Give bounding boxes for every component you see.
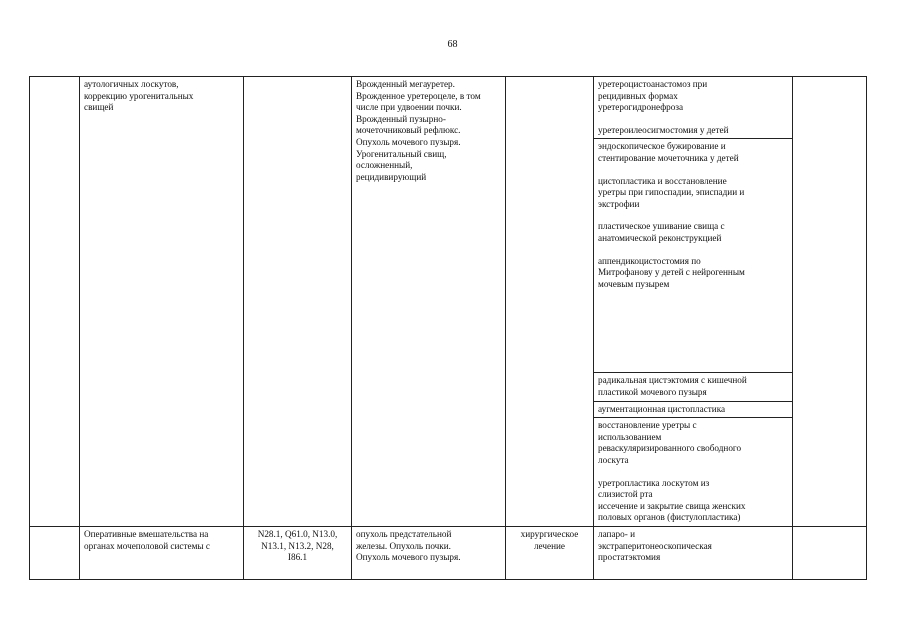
diagnosis-model-cell	[352, 77, 506, 527]
method-line: радикальная цистэктомия с кишечной	[598, 375, 747, 386]
method-line: экстраперитонеоскопическая	[598, 540, 712, 551]
cell-line: Врожденный пузырно-	[356, 113, 446, 124]
procedure-table	[29, 76, 867, 580]
method-line: рецидивных формах	[598, 90, 678, 101]
method-line: реваскуляризированного свободного	[598, 443, 742, 454]
method-block	[594, 402, 792, 419]
cell-line: Урогенитальный свищ,	[356, 148, 447, 159]
method-line: уретерогидронефроза	[598, 102, 684, 113]
method-line: пластическое ушивание свища с	[598, 221, 725, 232]
method-line: анатомической реконструкцией	[598, 232, 722, 243]
treatment-type-cell	[506, 77, 594, 527]
table-row	[30, 77, 867, 527]
method-paragraph	[598, 529, 788, 564]
cost-cell	[793, 527, 867, 580]
cell-line: Опухоль мочевого пузыря.	[356, 136, 461, 147]
method-paragraph	[598, 141, 788, 164]
method-line: лапаро- и	[598, 529, 635, 539]
cell-line: коррекцию урогенитальных	[84, 90, 194, 101]
treatment-type-cell	[506, 527, 594, 580]
method-paragraph	[598, 404, 788, 416]
method-paragraph	[598, 125, 788, 137]
method-paragraph	[598, 221, 788, 244]
cell-line: железы. Опухоль почки.	[356, 540, 451, 551]
cell-line: I86.1	[287, 552, 308, 563]
method-line: цистопластика и восстановление	[598, 175, 727, 186]
cell-line: органах мочеполовой системы с	[84, 540, 210, 551]
cell-line: Опухоль мочевого пузыря.	[356, 552, 461, 563]
cell-line: мочеточниковый рефлюкс.	[356, 125, 461, 136]
treatment-method-cell	[594, 77, 793, 527]
cell-line: опухоль предстательной	[356, 529, 452, 539]
cell-line: числе при удвоении почки.	[356, 102, 462, 113]
method-paragraph	[598, 256, 788, 291]
cell-line: осложненный,	[356, 160, 413, 171]
method-line: лоскута	[598, 455, 629, 466]
treatment-method-cell	[594, 527, 793, 580]
method-paragraph	[598, 375, 788, 398]
cell-line: Врожденное уретероцеле, в том	[356, 90, 481, 101]
method-line: мочевым пузырем	[598, 278, 670, 289]
method-block	[594, 373, 792, 401]
method-line: аппендикоцистостомия по	[598, 255, 701, 266]
method-line: иссечение и закрытие свища женских	[598, 500, 746, 511]
method-line: половых органов (фистулопластика)	[598, 512, 741, 523]
method-line: уретропластика лоскутом из	[598, 477, 710, 488]
method-stack	[594, 77, 792, 526]
diagnosis-codes-cell	[244, 77, 352, 527]
method-line: стентирование мочеточника у детей	[598, 152, 739, 163]
method-line: уретры при гипоспадии, эписпадии и	[598, 187, 745, 198]
method-stack	[594, 527, 792, 579]
cell-line: свищей	[84, 102, 114, 113]
cell-line: N28.1, Q61.0, N13.0,	[257, 529, 338, 539]
method-paragraph	[598, 478, 788, 524]
method-line: уретероцистоанастомоз при	[598, 79, 708, 89]
procedure-name-cell	[80, 527, 244, 580]
method-paragraph	[598, 176, 788, 211]
table-row	[30, 527, 867, 580]
method-paragraph	[598, 420, 788, 466]
method-block	[594, 418, 792, 526]
method-line: экстрофии	[598, 198, 640, 209]
group-number-cell	[30, 77, 80, 527]
method-block	[594, 77, 792, 139]
cell-line: хирургическое	[520, 529, 579, 539]
group-number-cell	[30, 527, 80, 580]
method-line: уретероилеосигмостомия у детей	[598, 124, 729, 135]
cell-line: аутологичных лоскутов,	[84, 79, 179, 89]
method-line: восстановление уретры с	[598, 420, 697, 431]
method-line: Митрофанову у детей с нейрогенным	[598, 267, 745, 278]
cell-line: Оперативные вмешательства на	[84, 529, 209, 539]
cell-line: N13.1, N13.2, N28,	[261, 540, 334, 551]
diagnosis-codes-cell	[244, 527, 352, 580]
method-block	[594, 139, 792, 373]
cell-line: рецидивирующий	[356, 171, 427, 182]
method-paragraph	[598, 79, 788, 114]
page-number: 68	[447, 39, 458, 50]
method-line: простатэктомия	[598, 552, 661, 563]
cell-line: Врожденный мегауретер.	[356, 79, 455, 89]
method-line: аугментационная цистопластика	[598, 403, 726, 414]
method-line: использованием	[598, 431, 662, 442]
method-block	[594, 527, 792, 566]
diagnosis-model-cell	[352, 527, 506, 580]
method-line: пластикой мочевого пузыря	[598, 387, 707, 398]
method-line: слизистой рта	[598, 489, 653, 500]
cell-line: лечение	[533, 540, 566, 551]
method-line: эндоскопическое бужирование и	[598, 141, 726, 152]
procedure-name-cell	[80, 77, 244, 527]
cost-cell	[793, 77, 867, 527]
